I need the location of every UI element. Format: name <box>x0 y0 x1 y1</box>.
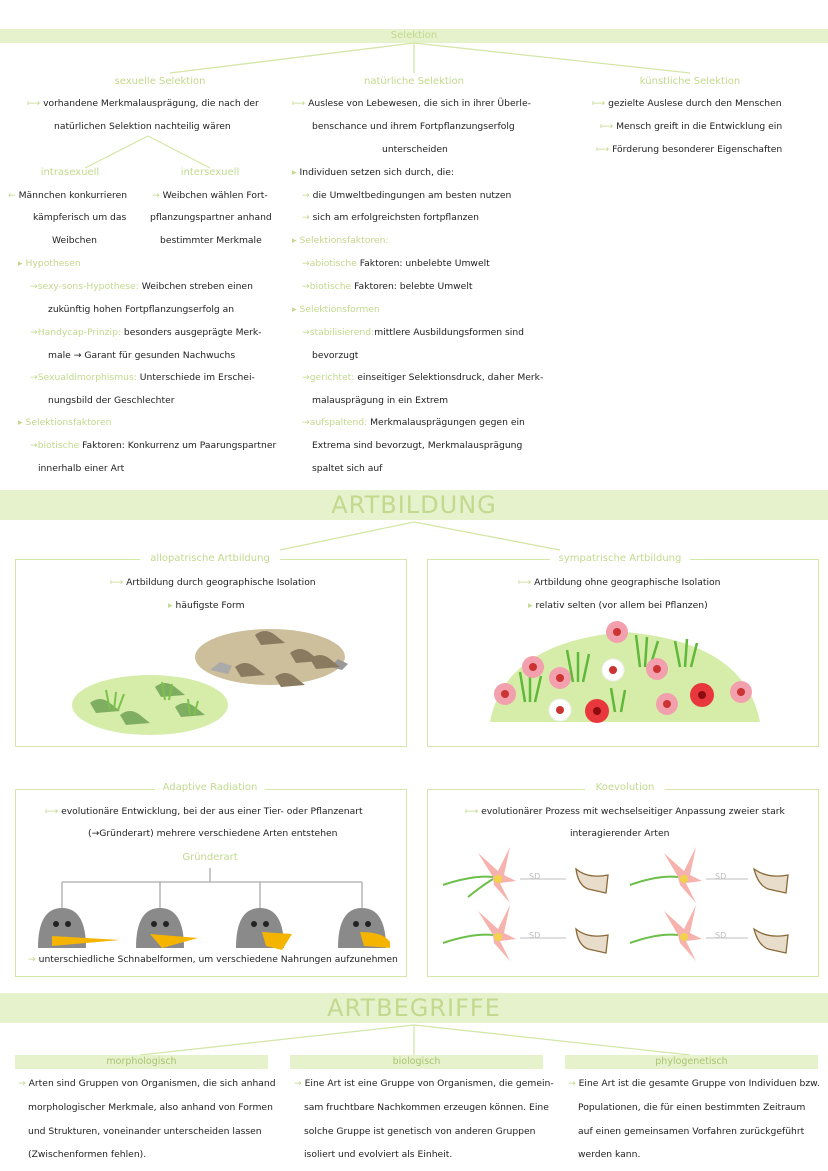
form-stabilisierend-cont: bevorzugt <box>312 350 359 361</box>
kuenstliche-selektion-title: künstliche Selektion <box>639 76 741 87</box>
natuerlich-line-6: → sich am erfolgreichsten fortpflanzen <box>302 212 479 223</box>
inter-line-2: pflanzungspartner anhand <box>150 212 272 223</box>
intrasexuell-title: intrasexuell <box>40 167 100 178</box>
form-stabilisierend: →stabilisierend:mittlere Ausbildungsformen sind <box>302 327 524 338</box>
phylo-line-3: auf einen gemeinsamen Vorfahren zurückgeführt <box>578 1126 805 1137</box>
sexuelle-selektion-title: sexuelle Selektion <box>114 76 206 87</box>
sd-label-4: SD <box>715 931 727 940</box>
selektionsformen-heading: ▸ Selektionsformen <box>292 304 380 315</box>
sexuell-line-1: ⟼ vorhandene Merkmalausprägung, die nach der <box>27 98 259 109</box>
koevolution-title: Koevolution <box>585 782 665 793</box>
inter-line-1: → Weibchen wählen Fort- <box>152 190 268 201</box>
gruenderart-label: Gründerart <box>182 852 238 863</box>
allo-line-2: ▸ häufigste Form <box>168 600 245 611</box>
phylogenetisch-title: phylogenetisch <box>565 1055 818 1069</box>
arrow-right-icon: ⟼ <box>27 98 44 109</box>
artbildung-connector-lines <box>0 520 828 560</box>
koevolution-extra-illustrations <box>438 845 808 970</box>
bio-line-2: sam fruchtbare Nachkommen erzeugen können. Eine <box>304 1102 549 1113</box>
sympatrische-title: sympatrische Artbildung <box>550 553 690 564</box>
hypothese-1: →sexy-sons-Hypothese: Weibchen streben einen <box>30 281 253 292</box>
natuerlich-selektionsfaktoren-heading: ▸ Selektionsfaktoren: <box>292 235 389 246</box>
morph-line-2: morphologischer Merkmale, also anhand von Formen <box>28 1102 273 1113</box>
bio-line-1: → Eine Art ist eine Gruppe von Organismen, die gemein- <box>294 1078 554 1089</box>
form-aufspaltend-cont: Extrema sind bevorzugt, Merkmalausprägung <box>312 440 523 451</box>
morph-line-1: → Arten sind Gruppen von Organismen, die sich anhand <box>18 1078 276 1089</box>
morph-line-3: und Strukturen, voneinander unterscheiden lassen <box>28 1126 262 1137</box>
kuenstlich-line-1: ⟼ gezielte Auslese durch den Menschen <box>592 98 782 109</box>
morph-line-4: (Zwischenformen fehlen). <box>28 1149 147 1160</box>
natuerlich-line-2: benschance und ihrem Fortpflanzungserfolg <box>312 121 515 132</box>
faktor-biotisch: →biotische Faktoren: Konkurrenz um Paarungspartner <box>30 440 277 451</box>
morphologisch-title: morphologisch <box>15 1055 268 1069</box>
artbegriffe-connector-lines <box>0 1023 828 1057</box>
intra-line-3: Weibchen <box>52 235 97 246</box>
artbildung-title: ARTBILDUNG <box>331 491 497 519</box>
sd-label-2: SD <box>715 872 727 881</box>
inter-line-3: bestimmter Merkmale <box>160 235 262 246</box>
sym-line-2: ▸ relativ selten (vor allem bei Pflanzen) <box>528 600 708 611</box>
intra-line-2: kämpferisch um das <box>33 212 127 223</box>
kuenstlich-line-2: ⟼ Mensch greift in die Entwicklung ein <box>600 121 783 132</box>
natuerliche-selektion-title: natürliche Selektion <box>364 76 464 87</box>
selektion-connector-lines <box>0 40 828 80</box>
faktor-abiotisch: →abiotische Faktoren: unbelebte Umwelt <box>302 258 490 269</box>
beak-shapes-illustration <box>30 866 390 956</box>
artbegriffe-title: ARTBEGRIFFE <box>327 994 501 1022</box>
adaptive-line-2: (→Gründerart) mehrere verschiedene Arten entstehen <box>88 828 338 839</box>
sd-label-3: SD <box>529 931 541 940</box>
hypothese-3-cont: nungsbild der Geschlechter <box>48 395 175 406</box>
hypothese-1-cont: zukünftig hohen Fortpflanzungserfolg an <box>48 304 235 315</box>
selektion-title: Selektion <box>390 30 438 41</box>
biologisch-title: biologisch <box>290 1055 543 1069</box>
natuerlich-line-5: → die Umweltbedingungen am besten nutzen <box>302 190 512 201</box>
natuerlich-line-3: unterscheiden <box>382 144 448 155</box>
hypothese-2-cont: male → Garant für gesunden Nachwuchs <box>48 350 236 361</box>
allopatrische-title: allopatrische Artbildung <box>140 553 280 564</box>
natuerlich-line-1: ⟼ Auslese von Lebewesen, die sich in ihrer Überle- <box>292 98 531 109</box>
kuenstlich-line-3: ⟼ Förderung besonderer Eigenschaften <box>596 144 783 155</box>
adaptive-line-1: ⟼ evolutionäre Entwicklung, bei der aus einer Tier- oder Pflanzenart <box>45 806 363 817</box>
hypothese-3: →Sexualdimorphismus: Unterschiede im Erschei- <box>30 372 255 383</box>
intersexuell-title: intersexuell <box>180 167 240 178</box>
koevolution-line-2: interagierender Arten <box>570 828 670 839</box>
phylo-line-1: → Eine Art ist die gesamte Gruppe von Individuen bzw. <box>568 1078 820 1089</box>
form-gerichtet: →gerichtet: einseitiger Selektionsdruck, daher Merk- <box>302 372 544 383</box>
hypothese-2: →Handycap-Prinzip: besonders ausgeprägte Merk- <box>30 327 262 338</box>
sexuell-branch-lines <box>60 134 260 170</box>
sympatric-flowers-illustration <box>485 612 765 737</box>
phylo-line-2: Populationen, die für einen bestimmten Zeitraum <box>578 1102 806 1113</box>
sd-label-1: SD <box>529 872 541 881</box>
intra-line-1: ← Männchen konkurrieren <box>8 190 128 201</box>
form-aufspaltend-cont-2: spaltet sich auf <box>312 463 383 474</box>
adaptive-radiation-title: Adaptive Radiation <box>155 782 265 793</box>
adaptive-bottom-line: → unterschiedliche Schnabelformen, um verschiedene Nahrungen aufzunehmen <box>28 954 398 965</box>
sym-line-1: ⟼ Artbildung ohne geographische Isolation <box>518 577 721 588</box>
sexuell-line-2: natürlichen Selektion nachteilig wären <box>54 121 231 132</box>
selektionsfaktoren-heading: ▸ Selektionsfaktoren <box>18 417 112 428</box>
form-aufspaltend: →aufspaltend: Merkmalausprägungen gegen ein <box>302 417 525 428</box>
hypothesen-heading: ▸ Hypothesen <box>18 258 81 269</box>
bio-line-4: isoliert und evolviert als Einheit. <box>304 1149 453 1160</box>
faktor-biotisch-cont: innerhalb einer Art <box>38 463 125 474</box>
allopatric-birds-illustration <box>60 615 360 740</box>
form-gerichtet-cont: malausprägung in ein Extrem <box>312 395 449 406</box>
natuerlich-line-4: ▸ Individuen setzen sich durch, die: <box>292 167 454 178</box>
faktor-biotisch-natuerlich: →biotische Faktoren: belebte Umwelt <box>302 281 473 292</box>
allo-line-1: ⟼ Artbildung durch geographische Isolation <box>110 577 316 588</box>
bio-line-3: solche Gruppe ist genetisch von anderen Gruppen <box>304 1126 536 1137</box>
phylo-line-4: werden kann. <box>578 1149 641 1160</box>
koevolution-line-1: ⟼ evolutionärer Prozess mit wechselseitiger Anpassung zweier stark <box>465 806 785 817</box>
